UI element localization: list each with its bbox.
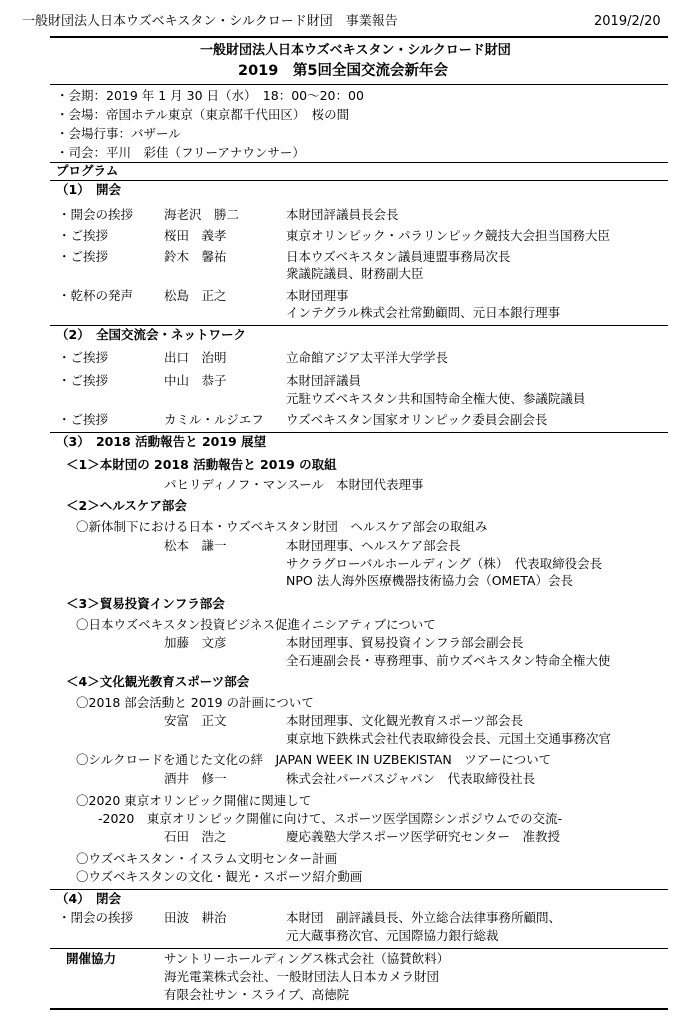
sponsors-bottom-rule <box>50 1008 668 1010</box>
sec3-sub4-lines1-2: 東京地下鉄株式会社代表取締役会長、元国土交通事務次官 <box>286 731 612 746</box>
sec4-bottom-rule <box>50 948 668 949</box>
sec1-row3-line1: 日本ウズベキスタン議員連盟事務局次長 <box>286 249 511 264</box>
sec3-sub1-role: 本財団代表理事 <box>336 477 424 492</box>
sec1-row1-name: 海老沢 勝二 <box>164 207 240 222</box>
sec1-row3-role: ・ご挨拶 <box>58 249 109 264</box>
section-1-title: （1） 開会 <box>56 182 121 197</box>
sec3-sub1-title: ＜1＞本財団の 2018 活動報告と 2019 の取組 <box>66 457 337 472</box>
sec2-row2-role: ・ご挨拶 <box>58 373 109 388</box>
sec1-row4-role: ・乾杯の発声 <box>58 288 134 303</box>
sec1-row3-name: 鈴木 馨祐 <box>164 249 227 264</box>
sec3-sub3-line2: 全石連副会長・専務理事、前ウズベキスタン特命全権大使 <box>286 653 611 668</box>
sec3-sub2-line2: サクラグローバルホールディング（株） 代表取締役会長 <box>286 556 603 571</box>
sec1-row4-line1: 本財団理事 <box>286 288 349 303</box>
report-header: 一般財団法人日本ウズベキスタン・シルクロード財団 事業報告 <box>22 14 398 29</box>
title-top-rule <box>50 36 668 38</box>
sec2-row3-role: ・ご挨拶 <box>58 412 109 427</box>
program-bottom-rule <box>50 180 668 181</box>
sec3-sub4-title: ＜4＞文化観光教育スポーツ部会 <box>66 674 250 689</box>
sec3-sub4-item4: 〇ウズベキスタン・イスラム文明センター計画 <box>76 851 338 866</box>
sec3-bottom-rule <box>50 889 668 890</box>
program-label: プログラム <box>56 163 119 178</box>
sec3-sub4-item1: 〇2018 部会活動と 2019 の計画について <box>76 695 314 710</box>
detail-period: ・会期：2019 年 1 月 30 日（水） 18：00～20：00 <box>56 88 364 103</box>
sec3-sub3-item: 〇日本ウズベキスタン投資ビジネス促進イニシアティブについて <box>76 617 436 632</box>
sec3-sub3-title: ＜3＞貿易投資インフラ部会 <box>66 596 225 611</box>
sec1-row4-line2: インテグラル株式会社常勤顧問、元日本銀行理事 <box>286 305 561 320</box>
sponsors-label: 開催協力 <box>66 951 117 966</box>
detail-mc: ・司会：平川 彩佳（フリーアナウンサー） <box>56 145 305 160</box>
sec2-row2-line1: 本財団評議員 <box>286 373 362 388</box>
sec1-row2-role: ・ご挨拶 <box>58 228 109 243</box>
sec3-sub4-name1: 安富 正文 <box>164 713 227 728</box>
section-4-title: （4） 閉会 <box>56 891 121 906</box>
report-date: 2019/2/20 <box>594 14 661 29</box>
sec2-bottom-rule <box>50 432 668 433</box>
sec3-sub2-line1: 本財団理事、ヘルスケア部会長 <box>286 538 461 553</box>
sec2-row1-role: ・ご挨拶 <box>58 350 109 365</box>
event-title: 2019 第5回全国交流会新年会 <box>238 63 448 79</box>
sec3-sub4-lines1-1: 本財団理事、文化観光教育スポーツ部会長 <box>286 713 524 728</box>
sec3-sub4-lines2-1: 株式会社パーパスジャパン 代表取締役社長 <box>286 771 536 786</box>
sec3-sub4-item5: 〇ウズベキスタンの文化・観光・スポーツ紹介動画 <box>76 869 363 884</box>
sec3-sub2-line3: NPO 法人海外医療機器技術協力会（OMETA）会長 <box>286 573 573 588</box>
section-3-title: （3） 2018 活動報告と 2019 展望 <box>56 434 267 449</box>
sec2-row1-line1: 立命館アジア太平洋大学学長 <box>286 350 449 365</box>
detail-venue: ・会場：帝国ホテル東京（東京都千代田区） 桜の間 <box>56 107 350 122</box>
sec3-sub4-item3: 〇2020 東京オリンピック開催に関連して <box>76 793 312 808</box>
sec4-role: ・閉会の挨拶 <box>58 910 134 925</box>
sec3-sub3-name: 加藤 文彦 <box>164 635 227 650</box>
sponsors-line3: 有限会社サン・スライブ、高徳院 <box>164 987 350 1002</box>
sec3-sub4-lines3-1: 慶応義塾大学スポーツ医学研究センター 准教授 <box>286 829 561 844</box>
sec3-sub4-item3-sub: -2020 東京オリンピック開催に向けて、スポーツ医学国際シンポジウムでの交流- <box>98 811 563 826</box>
title-bottom-rule <box>50 84 668 85</box>
sec3-sub1-name: パヒリディノフ・マンスール <box>164 477 325 492</box>
sec3-sub2-title: ＜2＞ヘルスケア部会 <box>66 498 187 513</box>
sec2-row3-name: カミル・ルジエフ <box>164 412 264 427</box>
program-top-rule <box>50 162 668 163</box>
event-org: 一般財団法人日本ウズベキスタン・シルクロード財団 <box>200 43 511 58</box>
sec1-row2-name: 桜田 義孝 <box>164 228 227 243</box>
sec4-line2: 元大蔵事務次官、元国際協力銀行総裁 <box>286 928 499 943</box>
sec1-row2-line1: 東京オリンピック・パラリンピック競技大会担当国務大臣 <box>286 228 611 243</box>
sec1-bottom-rule <box>50 325 668 326</box>
sec4-line1: 本財団 副評議員長、外立総合法律事務所顧問、 <box>286 910 562 925</box>
sec3-sub4-item2: 〇シルクロードを通じた文化の絆 JAPAN WEEK IN UZBEKISTAN ツアーについて <box>76 752 552 767</box>
sponsors-line1: サントリーホールディングス株式会社（協賛飲料） <box>164 951 450 966</box>
detail-event: ・会場行事：バザール <box>56 126 181 141</box>
sec3-sub4-name3: 石田 浩之 <box>164 829 227 844</box>
sec3-sub4-name2: 酒井 修一 <box>164 771 227 786</box>
sec3-sub3-line1: 本財団理事、貿易投資インフラ部会副会長 <box>286 635 524 650</box>
sec2-row2-line2: 元駐ウズベキスタン共和国特命全権大使、参議院議員 <box>286 391 586 406</box>
sec1-row1-line1: 本財団評議員長会長 <box>286 207 399 222</box>
sec3-sub2-item: 〇新体制下における日本・ウズベキスタン財団 ヘルスケア部会の取組み <box>76 519 488 534</box>
section-2-title: （2） 全国交流会・ネットワーク <box>56 327 246 342</box>
sec3-sub2-name: 松本 謙一 <box>164 538 227 553</box>
sec2-row3-line1: ウズベキスタン国家オリンピック委員会副会長 <box>286 412 548 427</box>
sec1-row3-line2: 衆議院議員、財務副大臣 <box>286 266 424 281</box>
sec2-row1-name: 出口 治明 <box>164 350 227 365</box>
sec2-row2-name: 中山 恭子 <box>164 373 227 388</box>
sec1-row4-name: 松島 正之 <box>164 288 227 303</box>
sec4-name: 田波 耕治 <box>164 910 227 925</box>
sec1-row1-role: ・開会の挨拶 <box>58 207 134 222</box>
sponsors-line2: 海光電業株式会社、一般財団法人日本カメラ財団 <box>164 969 440 984</box>
